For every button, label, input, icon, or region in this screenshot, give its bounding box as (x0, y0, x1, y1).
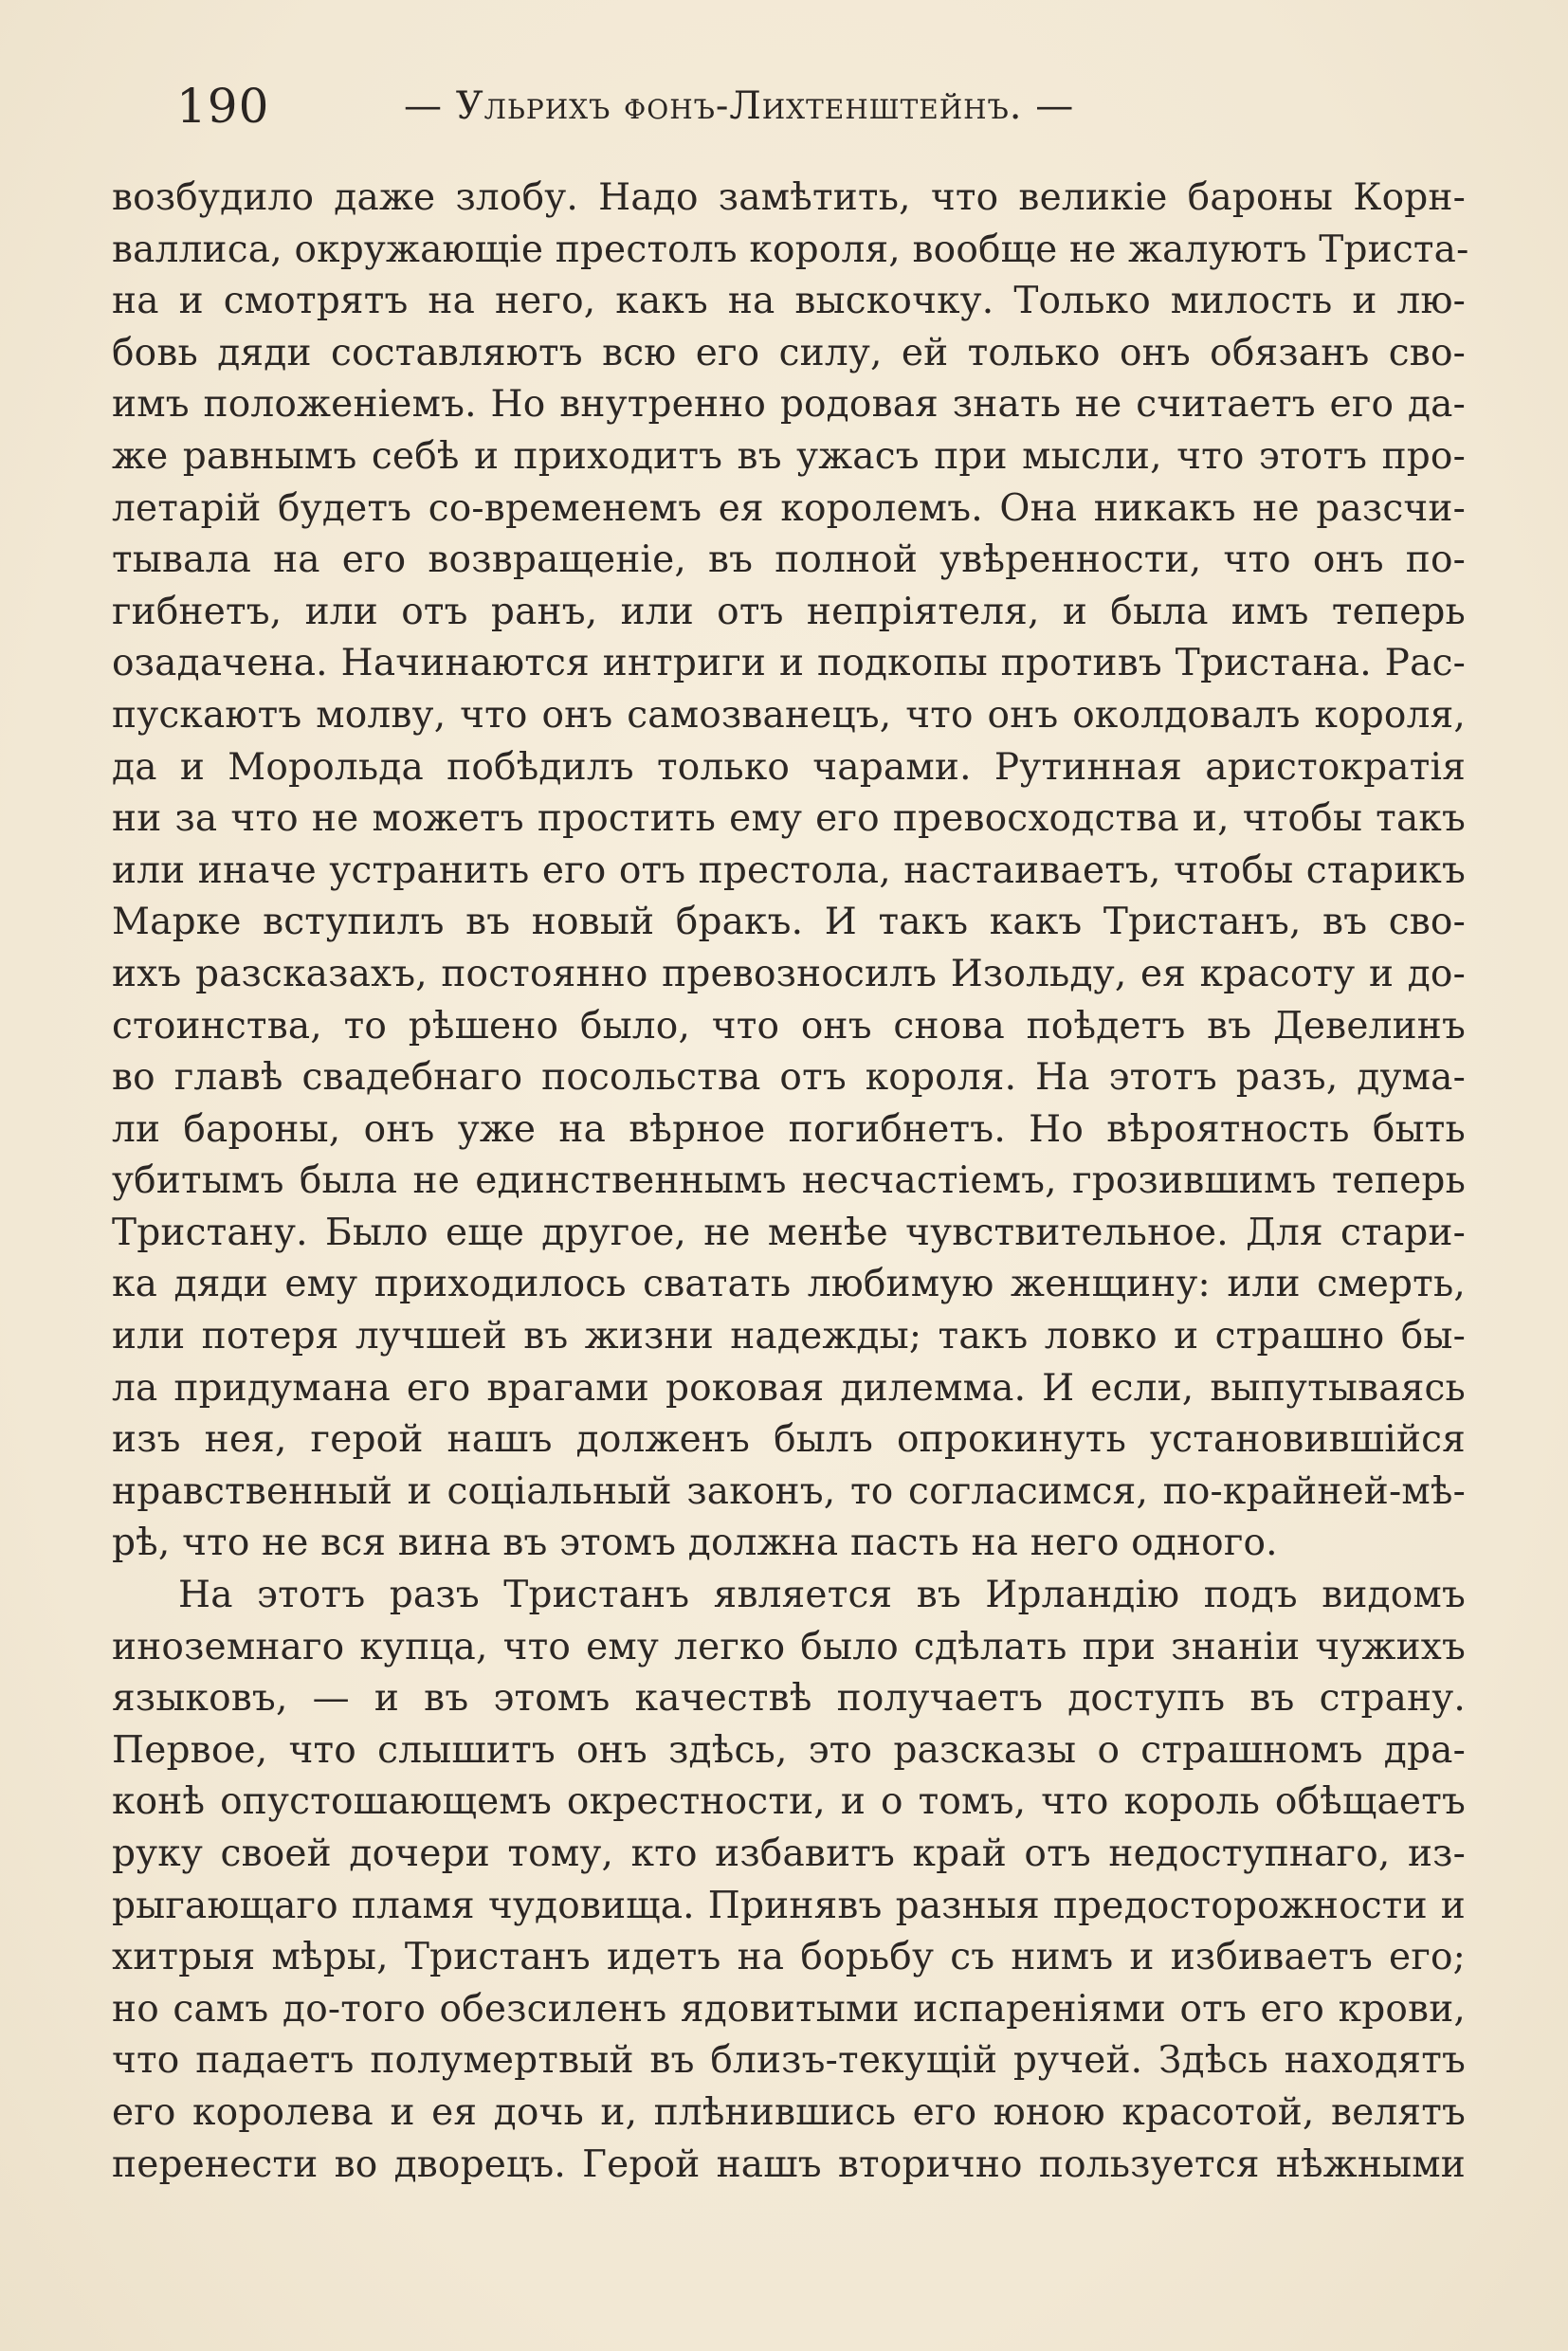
text-line: летарій будетъ со-временемъ ея королемъ. Она никакъ не разсчи- (112, 486, 1466, 530)
text-line: хитрыя мѣры, Тристанъ идетъ на борьбу съ нимъ и избиваетъ его; (112, 1936, 1466, 1979)
text-line: нравственный и соціальный законъ, то согласимся, по-крайней-мѣ- (112, 1469, 1466, 1513)
text-line: ли бароны, онъ уже на вѣрное погибнетъ. Но вѣроятность быть (112, 1107, 1466, 1151)
text-line: на и смотрятъ на него, какъ на выскочку. Только милость и лю- (112, 280, 1466, 323)
text-line: стоинства, то рѣшено было, что онъ снова поѣдетъ въ Девелинъ (112, 1004, 1466, 1048)
text-line: тывала на его возвращеніе, въ полной увѣренности, что онъ по- (112, 538, 1466, 582)
text-line: рыгающаго пламя чудовища. Принявъ разныя предосторожности и (112, 1884, 1466, 1927)
text-line: да и Морольда побѣдилъ только чарами. Рутинная аристократія (112, 745, 1466, 789)
text-line: языковъ, — и въ этомъ качествѣ получаетъ доступъ въ страну. (112, 1677, 1466, 1721)
text-line: во главѣ свадебнаго посольства отъ короля. На этотъ разъ, дума- (112, 1056, 1466, 1100)
text-line: иноземнаго купца, что ему легко было сдѣлать при знаніи чужихъ (112, 1625, 1466, 1668)
text-line: бовь дяди составляютъ всю его силу, ей только онъ обязанъ сво- (112, 331, 1466, 374)
text-line: Тристану. Было еще другое, не менѣе чувствительное. Для стари- (112, 1211, 1466, 1254)
text-line: ихъ разсказахъ, постоянно превозносилъ Изольду, ея красоту и до- (112, 952, 1466, 995)
text-line: ни за что не можетъ простить ему его превосходства и, чтобы такъ (112, 797, 1466, 841)
text-line: что падаетъ полумертвый въ близъ-текущій ручей. Здѣсь находятъ (112, 2039, 1466, 2083)
body-text (112, 173, 1469, 2191)
text-line: На этотъ разъ Тристанъ является въ Ирландію подъ видомъ (178, 1574, 1466, 1617)
text-line: убитымъ была не единственнымъ несчастіемъ, грозившимъ теперь (112, 1159, 1466, 1203)
text-line: озадачена. Начинаются интриги и подкопы противъ Тристана. Рас- (112, 642, 1466, 685)
text-line: возбудило даже злобу. Надо замѣтить, что великіе бароны Корн- (112, 176, 1466, 219)
text-line: перенести во дворецъ. Герой нашъ вторично пользуется нѣжными (112, 2142, 1466, 2186)
text-line: пускаютъ молву, что онъ самозванецъ, что онъ околдовалъ короля, (112, 693, 1466, 737)
page-header (176, 68, 1466, 144)
text-line: изъ нея, герой нашъ долженъ былъ опрокинуть установившійся (112, 1418, 1466, 1462)
page-number: 190 (176, 79, 270, 134)
text-line: валлиса, окружающіе престолъ короля, вообще не жалуютъ Триста- (112, 228, 1469, 271)
text-line: имъ положеніемъ. Но внутренно родовая знать не считаетъ его да- (112, 383, 1466, 427)
text-line: рѣ, что не вся вина въ этомъ должна пасть на него одного. (112, 1522, 1278, 1565)
text-line: Марке вступилъ въ новый бракъ. И такъ какъ Тристанъ, въ сво- (112, 901, 1466, 944)
text-line: ла придумана его врагами роковая дилемма. И если, выпутываясь (112, 1366, 1466, 1410)
text-line: его королева и ея дочь и, плѣнившись его юною красотой, велятъ (112, 2090, 1466, 2134)
text-line: руку своей дочери тому, кто избавитъ край отъ недоступнаго, из- (112, 1832, 1466, 1875)
text-line: но самъ до-того обезсиленъ ядовитыми испареніями отъ его крови, (112, 1987, 1466, 2031)
text-line: Первое, что слышитъ онъ здѣсь, это разсказы о страшномъ дра- (112, 1728, 1466, 1772)
running-title: — Ульрихъ фонъ-Лихтенштейнъ. — (404, 84, 1075, 128)
text-line: или иначе устранить его отъ престола, настаиваетъ, чтобы старикъ (112, 848, 1466, 892)
text-line: ка дяди ему приходилось сватать любимую женщину: или смерть, (112, 1263, 1466, 1306)
text-line: конѣ опустошающемъ окрестности, и о томъ, что король обѣщаетъ (112, 1780, 1466, 1824)
text-line: гибнетъ, или отъ ранъ, или отъ непріятеля, и была имъ теперь (112, 590, 1466, 633)
text-line: же равнымъ себѣ и приходитъ въ ужасъ при мысли, что этотъ про- (112, 434, 1466, 478)
text-line: или потеря лучшей въ жизни надежды; такъ ловко и страшно бы- (112, 1315, 1466, 1358)
